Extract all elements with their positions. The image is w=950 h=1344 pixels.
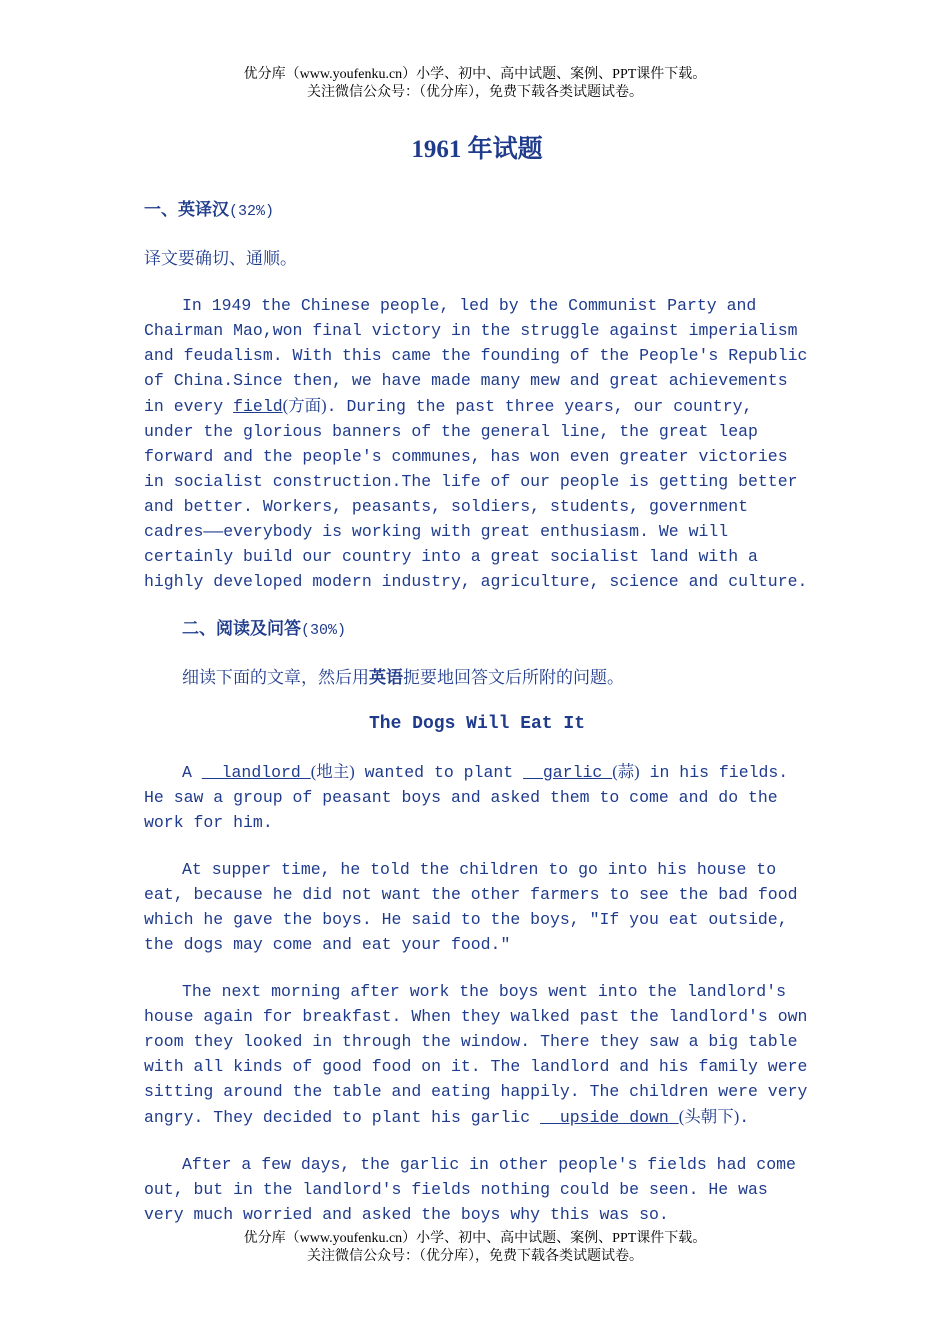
gloss: (蒜) xyxy=(612,762,640,781)
section-2-heading xyxy=(144,616,810,643)
passage-text: In 1949 the Chinese people, led by the Communist Party and Chairman Mao,won final victory in the struggle against imperialism and feudalism. With this came the founding of the People's Republic of China.Since then, we have made many mew and great achievements in every xyxy=(144,296,808,416)
section-1-percent: (32%) xyxy=(229,203,275,220)
page-footer xyxy=(0,1230,950,1266)
instruction-text: 扼要地回答文后所附的问题。 xyxy=(403,668,624,687)
gloss: (头朝下) xyxy=(678,1107,740,1126)
paragraph-text: . xyxy=(739,1108,750,1127)
story-title: The Dogs Will Eat It xyxy=(368,714,586,734)
story-paragraph-1 xyxy=(144,759,810,835)
paragraph-text: A xyxy=(182,763,202,782)
header-line-1: 优分库（www.youfenku.cn）小学、初中、高中试题、案例、PPT课件下载。 xyxy=(243,67,707,82)
section-1-heading xyxy=(144,197,810,224)
story-paragraph-2: At supper time, he told the children to go into his house to eat, because he did not want the other farmers to see the bad food which he gave the boys. He said to the boys, "If you eat outside, the dogs may come and eat your food." xyxy=(144,860,798,954)
footer-line-1: 优分库（www.youfenku.cn）小学、初中、高中试题、案例、PPT课件下载。 xyxy=(243,1231,707,1246)
story-paragraph-3 xyxy=(144,979,810,1130)
passage-text: . During the past three years, our country, under the glorious banners of the general line, the great leap forward and the people's communes, has won even greater victories in socialist construction.The life of our people is getting better and better. Workers, peasants, soldiers, students, government cadres——everybody is working with great enthusiasm. We will certainly build our country into a great socialist land with a highly developed modern industry, agriculture, science and culture. xyxy=(144,397,808,591)
gloss: (地主) xyxy=(310,762,355,781)
section-2-instruction xyxy=(144,665,810,690)
underlined-word: landlord xyxy=(201,763,311,782)
underlined-word: garlic xyxy=(523,763,613,782)
instruction-text: 细读下面的文章，然后用 xyxy=(182,668,369,687)
instruction-bold: 英语 xyxy=(369,668,403,687)
page-title: 1961 年试题 xyxy=(411,136,543,163)
document-body xyxy=(144,130,810,1249)
story-paragraph-4: After a few days, the garlic in other people's fields had come out, but in the landlord's fields nothing could be seen. He was very much worried and asked the boys why this was so. xyxy=(144,1155,796,1224)
underlined-word: upside down xyxy=(540,1108,679,1127)
section-1-title: 一、英译汉 xyxy=(144,200,229,219)
header-line-2: 关注微信公众号：（优分库），免费下载各类试题试卷。 xyxy=(307,85,643,100)
section-1-instruction: 译文要确切、通顺。 xyxy=(144,249,297,268)
paragraph-text: The next morning after work the boys went into the landlord's house again for breakfast. When they walked past the landlord's own room they looked in through the window. There they saw a big table with all kinds of good food on it. The landlord and his family were sitting around the table and eating happily. The children were very angry. They decided to plant his garlic xyxy=(144,982,808,1127)
page-header xyxy=(0,66,950,102)
footer-line-2: 关注微信公众号：（优分库），免费下载各类试题试卷。 xyxy=(307,1249,643,1264)
gloss: (方面) xyxy=(282,396,327,415)
underlined-word: field xyxy=(233,397,283,416)
section-2-percent: (30%) xyxy=(301,622,347,639)
paragraph-text: wanted to plant xyxy=(354,763,524,782)
section-1-passage xyxy=(144,293,810,594)
section-2-title: 二、阅读及问答 xyxy=(182,619,301,638)
paragraph-text: in his fields. He saw a group of peasant boys and asked them to come and do the work for him. xyxy=(144,763,789,832)
